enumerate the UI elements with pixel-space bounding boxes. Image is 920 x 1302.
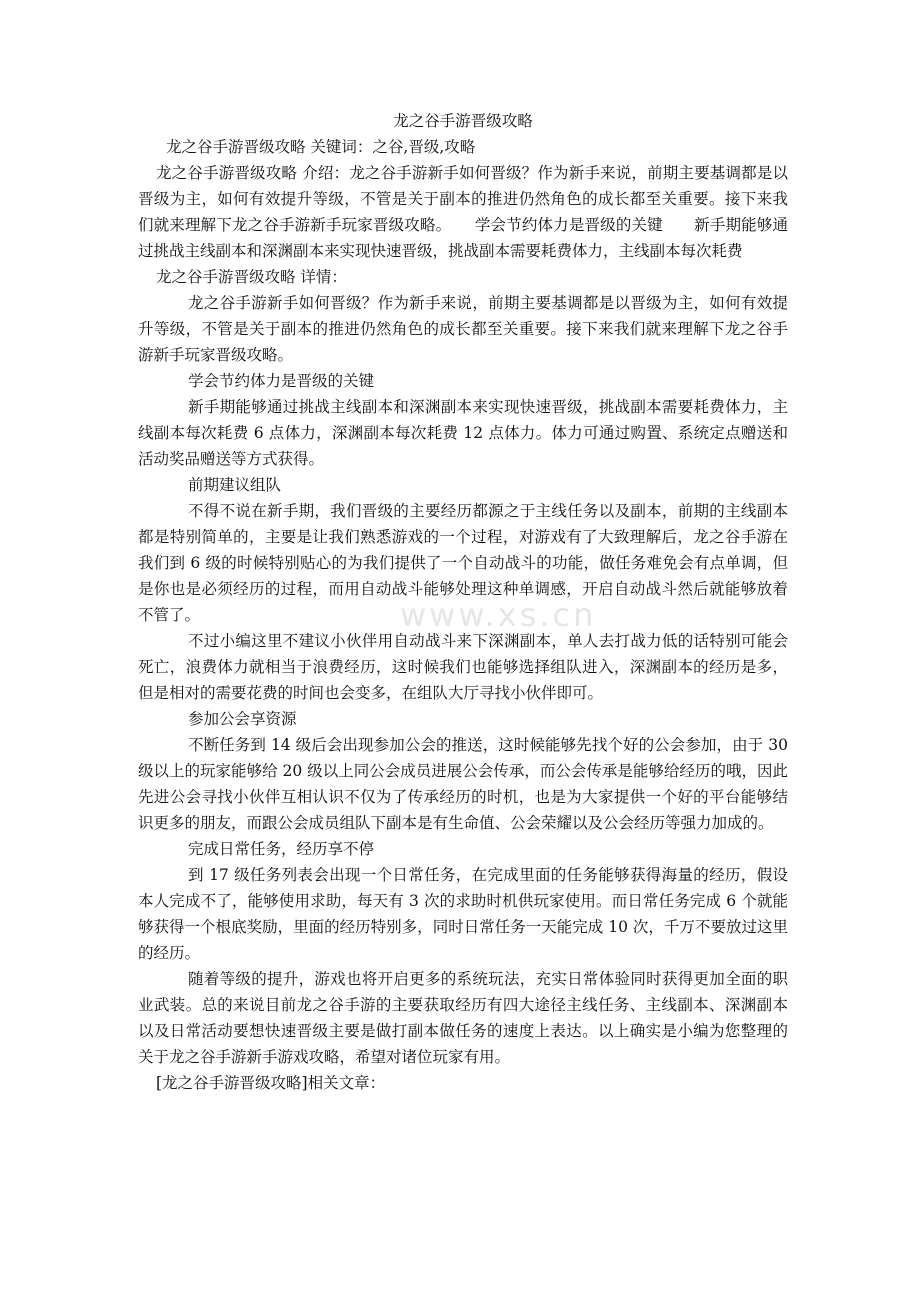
intro-paragraph: 龙之谷手游晋级攻略 介绍：龙之谷手游新手如何晋级？作为新手来说，前期主要基调都是以晋级为主，如何有效提升等级，不管是关于副本的推进仍然角色的成长都至关重要。接下来我们就来理解下龙之谷手游新手玩家晋级攻略。 学会节约体力是晋级的关键 新手期能够通过挑战主线副本和深渊副本来实现快速晋级，挑战副本需要耗费体力，主线副本每次耗费 — [138, 164, 788, 260]
paragraph-1: 龙之谷手游新手如何晋级？作为新手来说，前期主要基调都是以晋级为主，如何有效提升等级，不管是关于副本的推进仍然角色的成长都至关重要。接下来我们就来理解下龙之谷手游新手玩家晋级攻略。 — [138, 294, 788, 364]
paragraph-6: 到 17 级任务列表会出现一个日常任务，在完成里面的任务能够获得海量的经历，假设本人完成不了，能够使用求助，每天有 3 次的求助时机供玩家使用。而日常任务完成 6 个就能够获得一个根底奖励，里面的经历特别多，同时日常任务一天能完成 10 次，千万不要放过这里的经历。 — [138, 866, 788, 962]
section-heading-guild: 参加公会享资源 — [188, 710, 297, 728]
paragraph-3: 不得不说在新手期，我们晋级的主要经历都源之于主线任务以及副本，前期的主线副本都是特别简单的，主要是让我们熟悉游戏的一个过程，对游戏有了大致理解后，龙之谷手游在我们到 6 级的时候特别贴心的为我们提供了一个自动战斗的功能，做任务难免会有点单调，但是你也是必须经历的过程，而用自动战斗能够处理这种单调感，开启自动战斗然后就能够放着不管了。 — [138, 502, 788, 624]
detail-label: 龙之谷手游晋级攻略 详情： — [156, 268, 347, 286]
document-page — [138, 108, 788, 1096]
watermark: www.xs.cn — [400, 596, 597, 634]
keywords-line: 龙之谷手游晋级攻略 关键词：之谷,晋级,攻略 — [166, 138, 476, 156]
section-heading-daily: 完成日常任务，经历享不停 — [188, 840, 375, 858]
related-articles-label: [龙之谷手游晋级攻略]相关文章： — [156, 1074, 386, 1092]
paragraph-4: 不过小编这里不建议小伙伴用自动战斗来下深渊副本，单人去打战力低的话特别可能会死亡，浪费体力就相当于浪费经历，这时候我们也能够选择组队进入，深渊副本的经历是多，但是相对的需要花费的时间也会变多，在组队大厅寻找小伙伴即可。 — [138, 632, 788, 702]
document-title: 龙之谷手游晋级攻略 — [393, 112, 533, 130]
paragraph-2: 新手期能够通过挑战主线副本和深渊副本来实现快速晋级，挑战副本需要耗费体力，主线副本每次耗费 6 点体力，深渊副本每次耗费 12 点体力。体力可通过购置、系统定点赠送和活动奖品赠送等方式获得。 — [138, 398, 788, 468]
paragraph-7: 随着等级的提升，游戏也将开启更多的系统玩法，充实日常体验同时获得更加全面的职业武装。总的来说目前龙之谷手游的主要获取经历有四大途径主线任务、主线副本、深渊副本以及日常活动要想快速晋级主要是做打副本做任务的速度上表达。以上确实是小编为您整理的关于龙之谷手游新手游戏攻略，希望对诸位玩家有用。 — [138, 970, 788, 1066]
section-heading-stamina: 学会节约体力是晋级的关键 — [188, 372, 375, 390]
paragraph-5: 不断任务到 14 级后会出现参加公会的推送，这时候能够先找个好的公会参加，由于 30 级以上的玩家能够给 20 级以上同公会成员进展公会传承，而公会传承是能够给经历的哦，因此先进公会寻找小伙伴互相认识不仅为了传承经历的时机，也是为大家提供一个好的平台能够结识更多的朋友，而跟公会成员组队下副本是有生命值、公会荣耀以及公会经历等强力加成的。 — [138, 736, 788, 832]
section-heading-team: 前期建议组队 — [188, 476, 282, 494]
